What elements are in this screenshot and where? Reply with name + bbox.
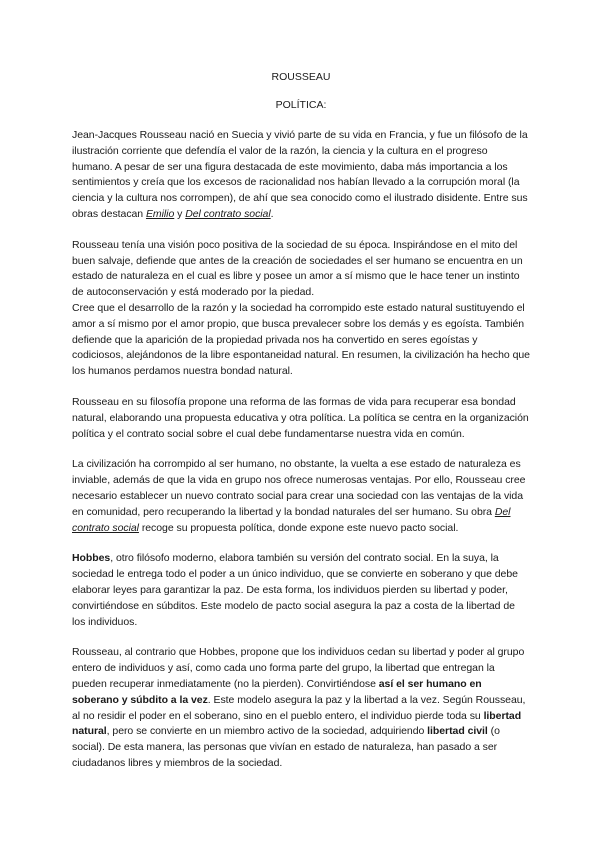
paragraph-intro-end: . <box>270 207 274 220</box>
work-title-contrato-social-2: Del contrato social <box>72 505 511 534</box>
document-page <box>72 70 530 787</box>
contract-text-2: . Este modelo asegura la paz y la libertad a la vez. Según Rousseau, al no residir el poder en el soberano, sino en el pueblo entero, el individuo pierde toda su <box>72 693 526 722</box>
paragraph-society-view: Rousseau tenía una visión poco positiva de la sociedad de su época. Inspirándose en el mito del buen salvaje, defiende que antes de la creación de sociedades el ser humano se encuentra en un estado de naturaleza en el cual es libre y posee un amor a sí mismo que le hace tener un instinto de autoconservación y está moderado por la piedad. <box>72 238 523 299</box>
natural-liberty-bold: libertad natural <box>72 709 522 738</box>
paragraph-hobbes-text: , otro filósofo moderno, elabora también su versión del contrato social. En la suya, la sociedad le entrega todo el poder a un único individuo, que se convierte en soberano y que debe elaborar leyes para garantizar la paz. De esta forma, los individuos pierden su libertad y poder, convirtiéndose en súbditos. Este modelo de pacto social asegura la paz a costa de la libertad de los individuos. <box>72 552 518 628</box>
paragraph-reform: Rousseau en su filosofía propone una reforma de las formas de vida para recuperar esa bondad natural, elaborando una propuesta educativa y otra política. La política se centra en la organización política y el contrato social sobre el cual debe fundamentarse nuestra vida en común. <box>72 395 529 440</box>
work-title-contrato-social: Del contrato social <box>185 207 271 220</box>
contract-text-1: Rousseau, al contrario que Hobbes, propone que los individuos cedan su libertad y poder al grupo entero de individuos y así, como cada uno forma parte del grupo, la libertad que entregan la pueden recuperar inmediatamente (no la pierden). Convirtiéndose <box>72 646 525 690</box>
civil-liberty-bold: libertad civil <box>427 725 488 738</box>
work-title-emilio: Emilio <box>145 207 175 220</box>
paragraph-intro-text: Jean-Jacques Rousseau nació en Suecia y vivió parte de su vida en Francia, y fue un filósofo de la ilustración corriente que defendía el valor de la razón, la ciencia y la cultura en el progreso humano. A pesar de ser una figura destacada de este movimiento, daba más importancia a los sentimientos y creía que los excesos de racionalidad nos habían llevado a la corrupción moral (la ciencia y la cultura nos corrompen), de ahí que sea conocido como el ilustrado disidente. Entre sus obras destacan <box>72 129 528 220</box>
paragraph-new-contract-end: recoge su propuesta política, donde expone este nuevo pacto social. <box>138 521 459 534</box>
paragraph-rousseau-contract <box>72 645 530 771</box>
conjunction-text: y <box>174 207 186 220</box>
hobbes-name: Hobbes <box>72 552 111 565</box>
paragraph-new-contract <box>72 457 530 536</box>
paragraph-intro <box>72 128 530 223</box>
document-subtitle: POLÍTICA: <box>275 99 327 111</box>
paragraph-hobbes <box>72 551 530 630</box>
contract-text-3: , pero se convierte en un miembro activo de la sociedad, adquiriendo <box>106 725 428 738</box>
paragraph-new-contract-text: La civilización ha corrompido al ser humano, no obstante, la vuelta a ese estado de naturaleza es inviable, además de que la vida en grupo nos ofrece numerosas ventajas. Por ello, Rousseau cree necesario establecer un nuevo contrato social para crear una sociedad con las ventajas de la vida en comunidad, pero recuperando la libertad y la bondad naturales del ser humano. Su obra <box>72 458 526 518</box>
contract-text-4: (o social). De esta manera, las personas que vivían en estado de naturaleza, han pasado a ser ciudadanos libres y miembros de la sociedad. <box>72 725 500 769</box>
paragraph-corruption: Cree que el desarrollo de la razón y la sociedad ha corrompido este estado natural sustituyendo el amor a sí mismo por el amor propio, que busca prevalecer sobre los demás y es egoísta. También defiende que la aparición de la propiedad privada nos ha convertido en seres egoístas y codiciosos, alejándonos de la libre espontaneidad natural. En resumen, la civilización ha hecho que los humanos perdamos nuestra bondad natural. <box>72 301 530 378</box>
sovereign-subject-bold: así el ser humano en soberano y súbdito a la vez <box>72 677 482 706</box>
document-title: ROUSSEAU <box>271 71 331 83</box>
